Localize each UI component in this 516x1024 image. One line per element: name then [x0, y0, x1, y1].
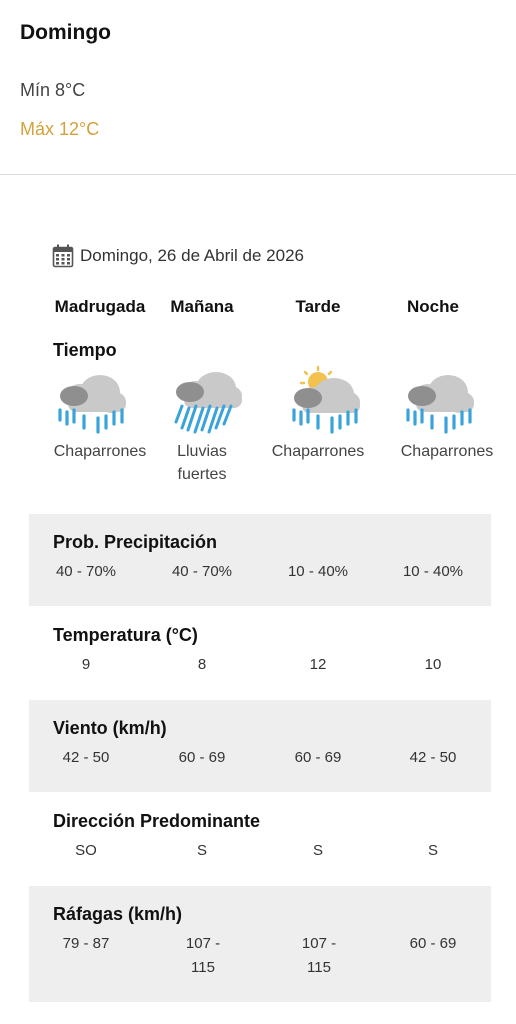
row-value: 60 - 69: [294, 749, 342, 766]
row-value: 9: [81, 656, 91, 673]
row-value: 10: [424, 656, 442, 673]
row-value: 40 - 70%: [55, 563, 117, 580]
row-value: 79 - 87: [62, 935, 110, 952]
row-value: 107 - 115: [185, 935, 221, 976]
row-value: SO: [75, 842, 97, 859]
temperature-row: [29, 607, 491, 699]
heavy-rain-icon: [170, 366, 250, 442]
period-header: Tarde: [295, 297, 341, 316]
period-header: Mañana: [170, 297, 234, 316]
row-value: 10 - 40%: [287, 563, 349, 580]
max-temperature: Máx 12°C: [20, 119, 100, 139]
condition-label: Chaparrones: [400, 443, 494, 460]
row-value: S: [196, 842, 207, 859]
direction-row: [29, 793, 491, 885]
row-value: 107 - 115: [301, 935, 337, 976]
row-title: Temperatura (°C): [53, 625, 198, 645]
showers-icon: [402, 366, 482, 442]
tiempo-label: Tiempo: [53, 340, 117, 360]
row-value: 60 - 69: [178, 749, 226, 766]
period-header: Noche: [407, 297, 459, 316]
row-title: Viento (km/h): [53, 718, 167, 738]
condition-label: Lluvias fuertes: [177, 443, 227, 483]
row-title: Prob. Precipitación: [53, 532, 218, 552]
gusts-row: [29, 886, 491, 1002]
condition-label: Chaparrones: [271, 443, 365, 460]
row-value: 12: [309, 656, 327, 673]
showers-icon: [54, 366, 134, 442]
condition-label: Chaparrones: [53, 443, 147, 460]
row-value: 40 - 70%: [171, 563, 233, 580]
day-title: Domingo: [20, 21, 111, 44]
row-value: 8: [197, 656, 207, 673]
wind-row: [29, 700, 491, 792]
date-text: Domingo, 26 de Abril de 2026: [80, 246, 304, 265]
period-headers: [0, 297, 516, 321]
divider: [0, 174, 516, 175]
forecast-date: [52, 242, 304, 270]
row-value: 60 - 69: [409, 935, 457, 952]
row-title: Ráfagas (km/h): [53, 904, 183, 924]
row-value: 42 - 50: [409, 749, 457, 766]
row-value: 10 - 40%: [402, 563, 464, 580]
calendar-icon: [52, 244, 74, 268]
min-temperature: Mín 8°C: [20, 80, 86, 100]
precipitation-row: [29, 514, 491, 606]
row-value: S: [427, 842, 438, 859]
sun-showers-icon: [288, 366, 368, 442]
period-header: Madrugada: [54, 297, 146, 316]
row-value: 42 - 50: [62, 749, 110, 766]
row-value: S: [312, 842, 323, 859]
row-title: Dirección Predominante: [53, 811, 261, 831]
